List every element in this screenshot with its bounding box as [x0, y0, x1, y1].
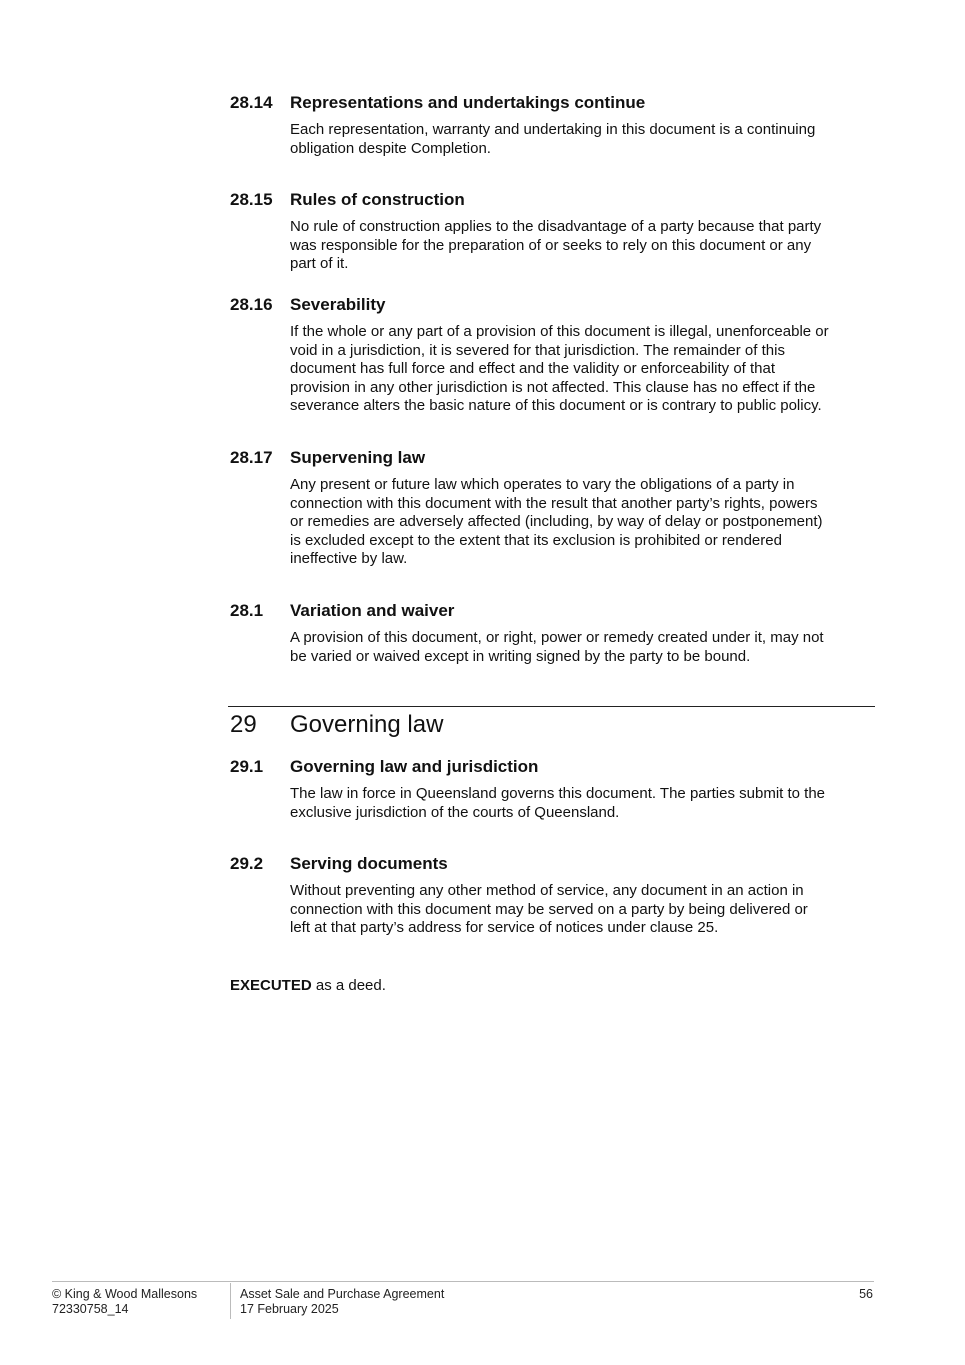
- clause-28-17: [230, 448, 875, 569]
- footer-left: [52, 1287, 197, 1317]
- executed-rest: as a deed.: [311, 977, 386, 994]
- clause-heading: [230, 93, 875, 113]
- section-number: 29: [230, 711, 257, 738]
- clause-28-1: [230, 601, 875, 666]
- footer-doc-id: 72330758_14: [52, 1302, 129, 1316]
- footer-doc-title: Asset Sale and Purchase Agreement: [240, 1287, 445, 1301]
- footer-date: 17 February 2025: [240, 1302, 339, 1316]
- clause-heading: [230, 757, 875, 777]
- clause-body: Any present or future law which operates to vary the obligations of a party in connection with this document with the result that another party’s rights, powers or remedies are adversely affected (including, by way of delay or postponement) is excluded except to the extent that its exclusion is prohibited or rendered ineffective by law.: [290, 476, 823, 568]
- clause-number: 28.15: [230, 190, 273, 209]
- clause-body: The law in force in Queensland governs this document. The parties submit to the exclusive jurisdiction of the courts of Queensland.: [290, 785, 826, 821]
- clause-28-14: [230, 93, 875, 158]
- footer-divider: [230, 1283, 231, 1319]
- clause-title: Governing law and jurisdiction: [290, 757, 539, 776]
- execution-statement: [230, 977, 386, 995]
- clause-body: If the whole or any part of a provision of this document is illegal, unenforceable or void in a jurisdiction, it is severed for that jurisdiction. The remainder of this document has full force and effect and the validity or enforceability of that provision in any other jurisdiction is not affected. This clause has no effect if the severance alters the basic nature of this document or is contrary to public policy.: [290, 323, 829, 415]
- clause-title: Variation and waiver: [290, 601, 455, 620]
- clause-title: Severability: [290, 295, 386, 314]
- clause-body: Each representation, warranty and undertaking in this document is a continuing obligation despite Completion.: [290, 121, 816, 157]
- clause-29-2: [230, 854, 875, 938]
- section-heading: [230, 710, 443, 740]
- clause-number: 28.16: [230, 295, 273, 314]
- clause-body: A provision of this document, or right, power or remedy created under it, may not be varied or waived except in writing signed by the party to be bound.: [290, 629, 824, 665]
- clause-title: Serving documents: [290, 854, 448, 873]
- section-title: Governing law: [290, 711, 444, 738]
- clause-heading: [230, 190, 875, 210]
- clause-28-16: [230, 295, 875, 416]
- clause-number: 29.1: [230, 757, 264, 776]
- clause-title: Representations and undertakings continue: [290, 93, 646, 112]
- footer-rule: [52, 1281, 874, 1282]
- clause-heading: [230, 854, 875, 874]
- clause-number: 28.1: [230, 601, 264, 620]
- clause-heading: [230, 295, 875, 315]
- clause-body: Without preventing any other method of service, any document in an action in connection with this document may be served on a party by being delivered or left at that party’s address for service of notices under clause 25.: [290, 882, 808, 937]
- clause-title: Supervening law: [290, 448, 426, 467]
- clause-title: Rules of construction: [290, 190, 465, 209]
- footer-middle: [240, 1287, 444, 1317]
- section-divider: [228, 706, 875, 707]
- clause-body: No rule of construction applies to the disadvantage of a party because that party was responsible for the preparation of or seeks to rely on this document or any part of it.: [290, 218, 822, 273]
- clause-28-15: [230, 190, 875, 274]
- clause-29-1: [230, 757, 875, 822]
- executed-label: EXECUTED: [230, 977, 312, 994]
- footer-firm: © King & Wood Mallesons: [52, 1287, 198, 1301]
- clause-heading: [230, 601, 875, 621]
- clause-number: 28.17: [230, 448, 273, 467]
- clause-heading: [230, 448, 875, 468]
- clause-number: 29.2: [230, 854, 264, 873]
- clause-number: 28.14: [230, 93, 273, 112]
- footer-page-number: 56: [859, 1287, 873, 1301]
